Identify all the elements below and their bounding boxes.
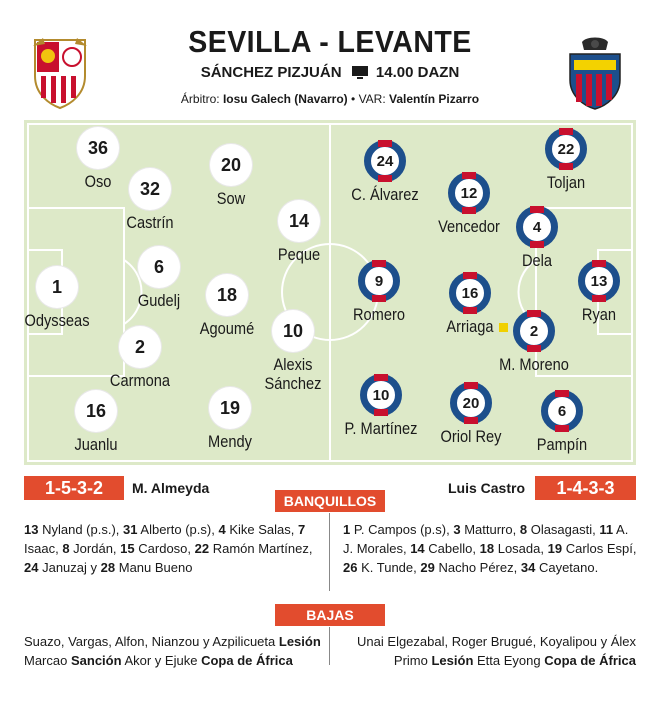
tv-icon (352, 66, 368, 79)
home-player-number: 32 (129, 168, 171, 210)
home-player-number: 20 (210, 144, 252, 186)
home-player-name: Carmona (109, 371, 171, 390)
bench-name: Alberto (p.s), (140, 522, 215, 537)
away-player-name: M. Moreno (499, 355, 569, 374)
away-player-name: Pampín (536, 435, 588, 454)
bench-num: 13 (24, 522, 39, 537)
bench-num: 11 (599, 522, 614, 537)
home-player-number: 16 (75, 390, 117, 432)
absences-divider (329, 627, 330, 665)
away-player-number: 4 (516, 206, 558, 248)
absence-names: Unai Elgezabal, Roger Brugué, Koyalipou y Álex (357, 634, 636, 649)
pitch (24, 120, 636, 465)
bench-num: 22 (194, 541, 210, 556)
away-player-name: Dela (521, 251, 553, 270)
away-player-name: Romero (352, 305, 406, 324)
home-player[interactable] (156, 144, 306, 208)
absence-names: Primo (393, 653, 428, 668)
home-player-name: Peque (277, 245, 321, 264)
bench-num: 4 (218, 522, 226, 537)
bench-num: 26 (343, 560, 358, 575)
bench-name: Isaac, (24, 541, 59, 556)
bench-name: Manu Bueno (118, 560, 193, 575)
bench-num: 7 (297, 522, 306, 537)
ball-marker (499, 323, 508, 332)
bench-divider (329, 513, 330, 591)
bench-name: Cardoso, (138, 541, 192, 556)
home-player-number: 19 (209, 387, 251, 429)
separator: • (351, 92, 356, 106)
bench-section-label: BANQUILLOS (275, 490, 385, 512)
bench-name: Cayetano. (538, 560, 599, 575)
stadium-name: SÁNCHEZ PIZJUÁN (200, 64, 342, 81)
home-player-name: Sow (216, 189, 246, 208)
bench-name: Losada, (497, 541, 544, 556)
var-label: VAR: (358, 92, 386, 106)
bench-num: 3 (453, 522, 461, 537)
home-player[interactable] (224, 200, 374, 264)
away-player-number: 12 (448, 172, 490, 214)
home-coach: M. Almeyda (132, 480, 210, 496)
home-player-name: Juanlu (74, 435, 118, 454)
away-player-number: 22 (545, 128, 587, 170)
bench-name: Carlos Espí, (565, 541, 637, 556)
home-player-name: Odysseas (24, 311, 90, 330)
away-player-name: Toljan (546, 173, 586, 192)
away-formation-badge: 1-4-3-3 (535, 476, 636, 500)
bench-name: Cabello, (428, 541, 476, 556)
away-player-number: 9 (358, 260, 400, 302)
bench-name: Nyland (p.s.), (42, 522, 120, 537)
home-player[interactable] (155, 387, 305, 451)
home-player-name: Gudelj (137, 291, 181, 310)
bench-name: Jordán, (73, 541, 117, 556)
away-player-number: 13 (578, 260, 620, 302)
bench-num: 18 (479, 541, 495, 556)
away-player-name: Oriol Rey (440, 427, 502, 446)
away-player-number: 10 (360, 374, 402, 416)
absence-names: Marcao (24, 653, 68, 668)
away-player-number: 6 (541, 390, 583, 432)
bench-num: 8 (519, 522, 528, 537)
away-player-name: Arriaga (446, 317, 494, 336)
home-bench-list (24, 520, 322, 577)
referee-name: Iosu Galech (Navarro) (222, 92, 348, 106)
bench-name: K. Tunde, (361, 560, 417, 575)
bench-name: Kike Salas, (229, 522, 295, 537)
bench-name: Januzaj y (42, 560, 98, 575)
bench-num: 14 (410, 541, 425, 556)
bench-num: 28 (100, 560, 116, 575)
bench-num: 34 (520, 560, 536, 575)
bench-num: 15 (120, 541, 135, 556)
away-player-number: 2 (513, 310, 555, 352)
home-player[interactable] (65, 326, 215, 390)
var-name: Valentín Pizarro (389, 92, 480, 106)
absence-names: Suazo, Vargas, Alfon, Nianzou y Azpilicueta (24, 634, 276, 649)
match-venue-line (0, 64, 660, 81)
bench-num: 1 (343, 522, 351, 537)
home-formation-badge: 1-5-3-2 (24, 476, 124, 500)
absence-names: Etta Eyong (477, 653, 541, 668)
home-player-number: 14 (278, 200, 320, 242)
home-player-name: Oso (84, 172, 112, 191)
home-player-number: 2 (119, 326, 161, 368)
away-player-name: Ryan (581, 305, 617, 324)
bench-name: Ramón Martínez, (212, 541, 313, 556)
bench-num: 19 (547, 541, 563, 556)
absence-names: Akor y Ejuke (124, 653, 198, 668)
bench-name: P. Campos (p.s), (353, 522, 450, 537)
away-player[interactable] (459, 310, 609, 374)
referee-label: Árbitro: (180, 92, 220, 106)
bench-name: Nacho Pérez, (438, 560, 518, 575)
bench-num: 24 (24, 560, 39, 575)
away-player-number: 20 (450, 382, 492, 424)
away-player-name: C. Álvarez (351, 185, 419, 204)
home-player-name: Agoumé (199, 319, 255, 338)
bench-name: A. J. Morales, (343, 522, 629, 556)
bench-name: Olasagasti, (530, 522, 596, 537)
home-player-number: 10 (272, 310, 314, 352)
bench-name: Matturro, (464, 522, 517, 537)
away-player-name: Vencedor (438, 217, 500, 236)
home-player[interactable] (24, 390, 171, 454)
away-player-number: 16 (449, 272, 491, 314)
home-player-name: Mendy (208, 432, 252, 451)
absence-reason: Sanción (70, 653, 122, 668)
match-title: SEVILLA - LEVANTE (188, 24, 472, 59)
home-player-name: Castrín (126, 213, 174, 232)
absences-section-label: BAJAS (275, 604, 385, 626)
absence-reason: Lesión (278, 634, 321, 649)
officials-line (0, 92, 660, 106)
absence-reason: Lesión (431, 653, 474, 668)
away-player[interactable] (487, 390, 636, 454)
away-player-name: P. Martínez (344, 419, 418, 438)
absence-reason: Copa de África (201, 653, 293, 668)
away-absences (336, 632, 636, 670)
bench-num: 31 (123, 522, 138, 537)
home-player-number: 36 (77, 127, 119, 169)
bench-num: 29 (420, 560, 435, 575)
absence-reason: Copa de África (544, 653, 636, 668)
away-bench-list (343, 520, 639, 577)
home-absences (24, 632, 324, 670)
away-player-number: 24 (364, 140, 406, 182)
home-player-number: 6 (138, 246, 180, 288)
kickoff-time: 14.00 DAZN (375, 64, 460, 81)
home-player-number: 1 (36, 266, 78, 308)
home-player-name: Alexis Sánchez (264, 355, 322, 393)
home-player-number: 18 (206, 274, 248, 316)
away-coach: Luis Castro (447, 480, 525, 496)
bench-num: 8 (62, 541, 70, 556)
